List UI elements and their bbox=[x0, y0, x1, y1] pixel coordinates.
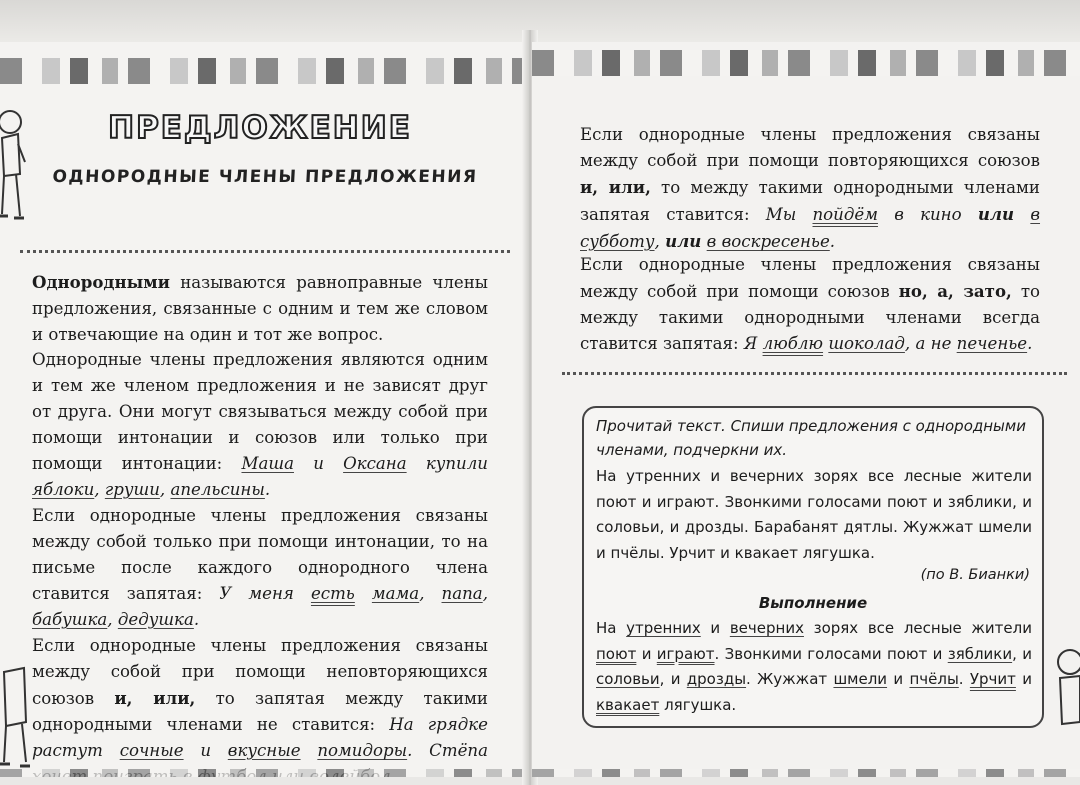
rule-paragraph-5: Если однородные члены предложения связаны между собой при помощи союзов но, а, зато, то между такими однородными членами всегда ставится запятая: Я люблю шоколад, а не печенье. bbox=[580, 255, 1040, 353]
decorative-stripe-bottom bbox=[0, 769, 527, 777]
left-page bbox=[0, 42, 527, 777]
rule-paragraph-1: Однородные члены предложения являются одним и тем же членом предложения и не зависят друг от друга. Они могут связываться между собой при помощи интонации и союзов или только при помощи интонации: Маша и Оксана купили яблоки, груши, апельсины. bbox=[32, 350, 488, 499]
rule-paragraph-3: Если однородные члены предложения связаны между собой при помощи неповторяющихся союзов и, или, то запятая между такими однородными членами не ставится: На грядке растут сочные и вкусные помидоры. Стёпа bbox=[32, 636, 488, 760]
dotted-divider bbox=[562, 372, 1067, 375]
dotted-divider bbox=[20, 250, 510, 253]
decorative-stripe-bottom bbox=[532, 769, 1080, 777]
decorative-stripe-top bbox=[532, 50, 1080, 76]
right-page bbox=[532, 42, 1080, 777]
book-edge-shadow bbox=[0, 0, 1080, 44]
term-bold: Однородными bbox=[32, 272, 170, 292]
exercise-box bbox=[582, 406, 1044, 728]
cartoon-character-icon-right bbox=[1052, 642, 1080, 742]
exercise-author: (по В. Бианки) bbox=[920, 567, 1030, 583]
section-subtitle: ОДНОРОДНЫЕ ЧЛЕНЫ ПРЕДЛОЖЕНИЯ bbox=[52, 167, 478, 187]
decorative-stripe-top bbox=[0, 58, 527, 84]
cartoon-character-icon bbox=[0, 104, 26, 244]
definition-paragraph: Однородными называются равноправные члены предложения, связанные с одним и тем же словом и отвечающие на один и тот же вопрос. bbox=[32, 272, 488, 344]
exercise-task: Прочитай текст. Спиши предложения с однородными членами, подчеркни их. bbox=[596, 417, 1026, 459]
rule-paragraph-4: Если однородные члены предложения связаны между собой при помощи повторяющихся союзов и, или, то между такими однородными членами запятая ставится: Мы пойдём в кино или в субботу, или в воскресенье. bbox=[580, 125, 1041, 251]
exercise-text: На утренних и вечерних зорях все лесные жители поют и играют. Звонкими голосами поют и зяблики, и соловьи, и дрозды. Барабанят дятлы. Жужжат шмели и пчёлы. Урчит и квакает лягушка. bbox=[596, 467, 1032, 562]
rule-paragraph-2: Если однородные члены предложения связаны между собой только при помощи интонации, то на письме после каждого однородного члена ставится запятая: У меня есть мама, папа, бабушка, дедушка. bbox=[32, 506, 488, 629]
page-title: ПРЕДЛОЖЕНИЕ bbox=[108, 110, 412, 146]
cartoon-character-icon-bottom bbox=[0, 662, 30, 772]
solution-text: На утренних и вечерних зорях все лесные жители поют и играют. Звонкими голосами поют и зяблики, и соловьи, и дрозды. Жужжат шмели и пчёлы. Урчит и квакает лягушка. bbox=[596, 619, 1032, 714]
solution-title: Выполнение bbox=[758, 594, 868, 612]
